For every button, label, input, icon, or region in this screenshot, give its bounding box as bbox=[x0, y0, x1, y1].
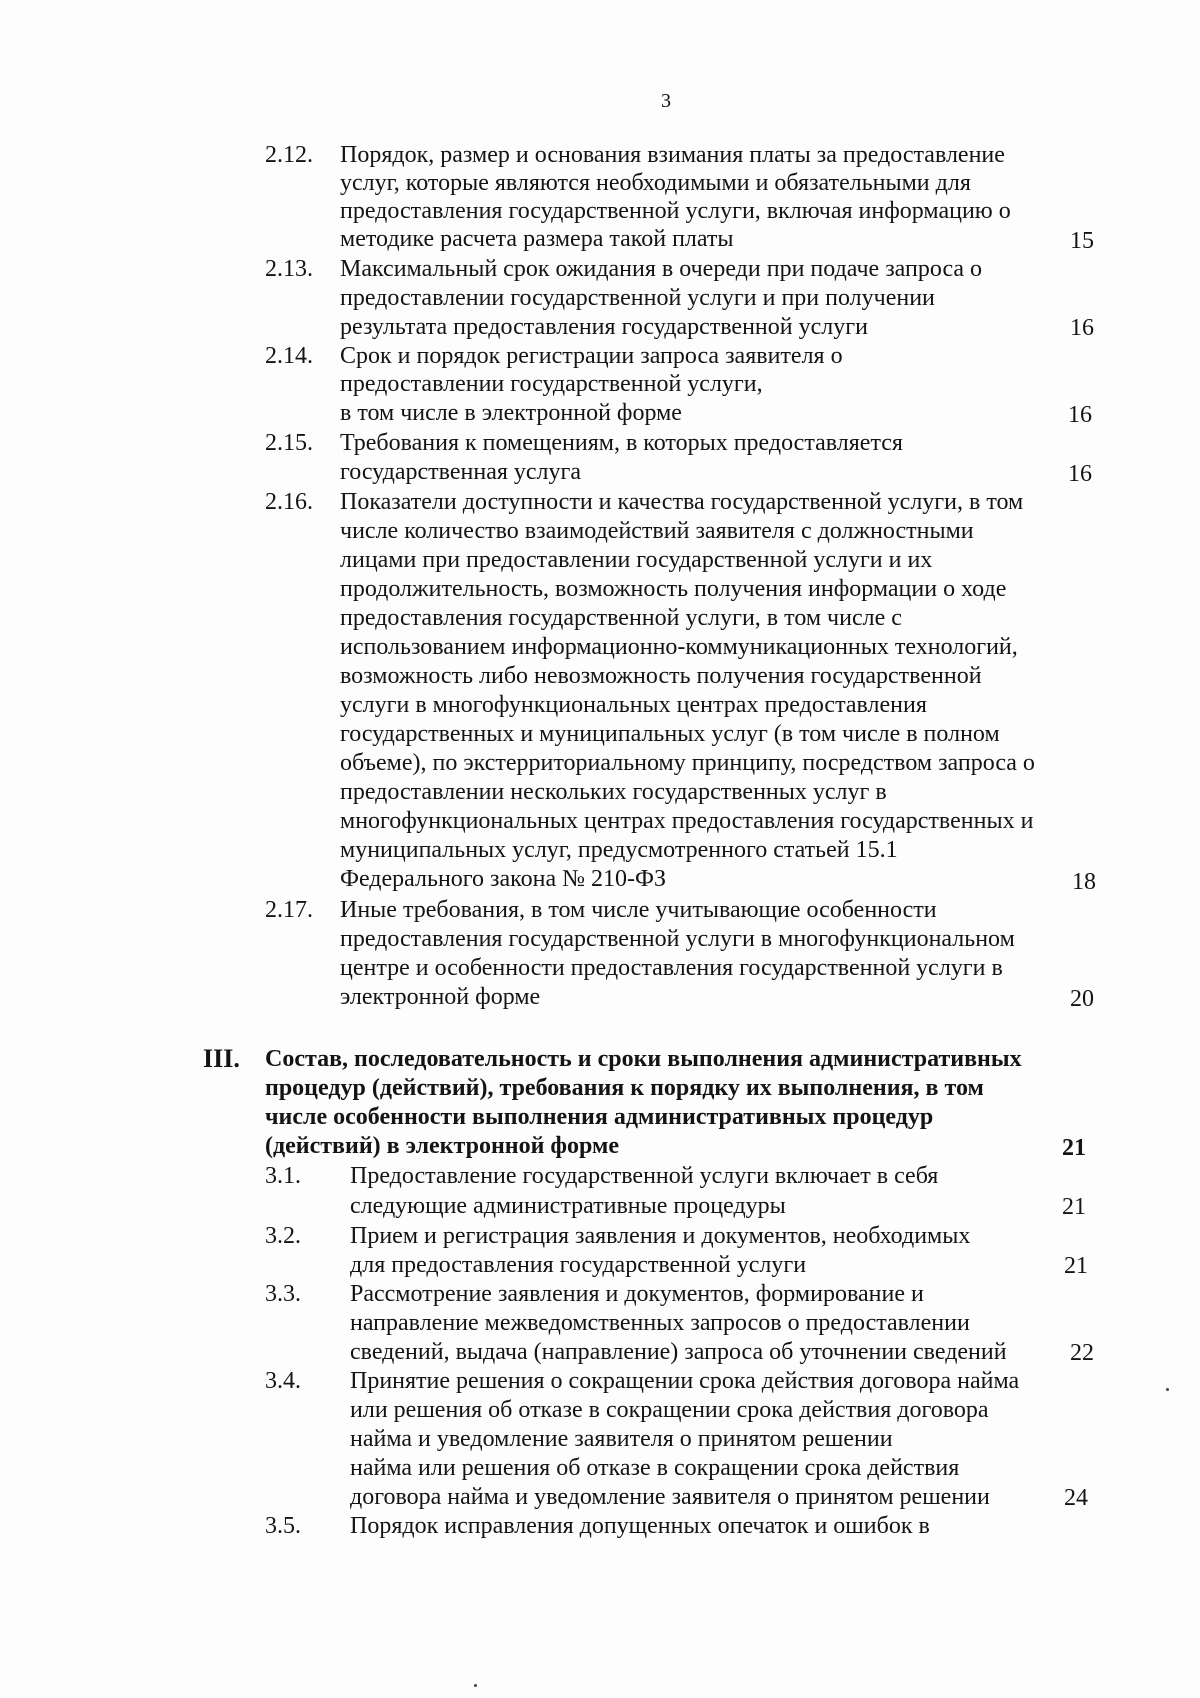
toc-item-text-line: Срок и порядок регистрации запроса заявителя о bbox=[340, 343, 843, 369]
section-title-line: процедур (действий), требования к порядку их выполнения, в том bbox=[265, 1075, 984, 1101]
toc-item-text-line: услуги в многофункциональных центрах предоставления bbox=[340, 692, 927, 718]
toc-item-text-line: в том числе в электронной форме bbox=[340, 400, 682, 426]
toc-subitem-text-line: договора найма и уведомление заявителя о принятом решении bbox=[350, 1484, 990, 1510]
toc-item-text-line: государственная услуга bbox=[340, 459, 582, 485]
toc-item-text-line: использованием информационно-коммуникационных технологий, bbox=[340, 634, 1018, 660]
toc-item-text-line: предоставлении государственной услуги, bbox=[340, 371, 763, 397]
toc-subitem-text-line: Прием и регистрация заявления и документов, необходимых bbox=[350, 1223, 971, 1249]
toc-item-text-line: Требования к помещениям, в которых предоставляется bbox=[340, 430, 903, 456]
section-title-line: числе особенности выполнения административных процедур bbox=[265, 1104, 934, 1130]
toc-item-number: 2.17. bbox=[265, 897, 313, 923]
toc-subitem-text-line: или решения об отказе в сокращении срока действия договора bbox=[350, 1397, 989, 1423]
toc-subitem-text-line: направление межведомственных запросов о предоставлении bbox=[350, 1310, 970, 1336]
toc-item-text-line: электронной форме bbox=[340, 984, 541, 1010]
toc-item-text-line: предоставлении государственной услуги и при получении bbox=[340, 285, 935, 311]
toc-subitem-text-line: следующие административные процедуры bbox=[350, 1193, 786, 1219]
scan-speck bbox=[474, 1684, 477, 1687]
toc-page-number: 18 bbox=[1072, 869, 1096, 895]
toc-item-text-line: продолжительность, возможность получения информации о ходе bbox=[340, 576, 1007, 602]
toc-item-text-line: услуг, которые являются необходимыми и обязательными для bbox=[340, 170, 971, 196]
toc-item-text-line: предоставления государственной услуги в многофункциональном bbox=[340, 926, 1015, 952]
toc-item-text-line: числе количество взаимодействий заявителя с должностными bbox=[340, 518, 974, 544]
toc-page-number: 21 bbox=[1062, 1194, 1086, 1220]
toc-subitem-text-line: Порядок исправления допущенных опечаток и ошибок в bbox=[350, 1513, 930, 1539]
toc-item-text-line: предоставления государственной услуги, в том числе с bbox=[340, 605, 902, 631]
toc-item-text-line: муниципальных услуг, предусмотренного статьей 15.1 bbox=[340, 837, 898, 863]
section-number: III. bbox=[203, 1044, 240, 1073]
toc-item-text-line: лицами при предоставлении государственной услуги и их bbox=[340, 547, 933, 573]
toc-page-number: 16 bbox=[1068, 402, 1092, 428]
toc-item-text-line: Порядок, размер и основания взимания платы за предоставление bbox=[340, 142, 1005, 168]
toc-page-number: 20 bbox=[1070, 986, 1094, 1012]
toc-item-text-line: Иные требования, в том числе учитывающие особенности bbox=[340, 897, 937, 923]
toc-item-number: 2.13. bbox=[265, 256, 313, 282]
section-title-line: (действий) в электронной форме bbox=[265, 1133, 620, 1159]
toc-item-text-line: государственных и муниципальных услуг (в том числе в полном bbox=[340, 721, 1000, 747]
toc-subitem-number: 3.3. bbox=[265, 1281, 301, 1307]
page-number: 3 bbox=[661, 90, 671, 112]
toc-page-number: 22 bbox=[1070, 1340, 1094, 1366]
toc-page-number: 15 bbox=[1070, 228, 1094, 254]
toc-subitem-text-line: Предоставление государственной услуги включает в себя bbox=[350, 1163, 939, 1189]
toc-subitem-text-line: Принятие решения о сокращении срока действия договора найма bbox=[350, 1368, 1020, 1394]
toc-page-number: 16 bbox=[1070, 315, 1094, 341]
toc-subitem-text-line: сведений, выдача (направление) запроса об уточнении сведений bbox=[350, 1339, 1007, 1365]
toc-item-number: 2.15. bbox=[265, 430, 313, 456]
toc-item-text-line: результата предоставления государственной услуги bbox=[340, 314, 868, 340]
toc-subitem-text-line: для предоставления государственной услуги bbox=[350, 1252, 807, 1278]
section-page-number: 21 bbox=[1062, 1135, 1086, 1161]
toc-page-number: 21 bbox=[1064, 1253, 1088, 1279]
scan-speck bbox=[1166, 1388, 1169, 1391]
toc-item-number: 2.12. bbox=[265, 142, 313, 168]
toc-subitem-text-line: найма и уведомление заявителя о принятом решении bbox=[350, 1426, 893, 1452]
toc-item-number: 2.14. bbox=[265, 343, 313, 369]
toc-item-text-line: объеме), по экстерриториальному принципу, посредством запроса о bbox=[340, 750, 1035, 776]
toc-item-text-line: предоставлении нескольких государственных услуг в bbox=[340, 779, 887, 805]
toc-item-text-line: центре и особенности предоставления государственной услуги в bbox=[340, 955, 1003, 981]
section-title-line: Состав, последовательность и сроки выполнения административных bbox=[265, 1046, 1022, 1072]
toc-item-text-line: Показатели доступности и качества государственной услуги, в том bbox=[340, 489, 1024, 515]
toc-page-number: 24 bbox=[1064, 1485, 1088, 1511]
toc-item-text-line: Федерального закона № 210-ФЗ bbox=[340, 866, 666, 892]
toc-subitem-number: 3.5. bbox=[265, 1513, 301, 1539]
toc-item-text-line: многофункциональных центрах предоставления государственных и bbox=[340, 808, 1034, 834]
toc-item-text-line: Максимальный срок ожидания в очереди при подаче запроса о bbox=[340, 256, 983, 282]
toc-item-text-line: методике расчета размера такой платы bbox=[340, 226, 734, 252]
toc-item-number: 2.16. bbox=[265, 489, 313, 515]
toc-subitem-number: 3.4. bbox=[265, 1368, 301, 1394]
toc-subitem-number: 3.1. bbox=[265, 1163, 301, 1189]
toc-subitem-text-line: найма или решения об отказе в сокращении срока действия bbox=[350, 1455, 960, 1481]
toc-item-text-line: предоставления государственной услуги, включая информацию о bbox=[340, 198, 1011, 224]
toc-subitem-number: 3.2. bbox=[265, 1223, 301, 1249]
toc-item-text-line: возможность либо невозможность получения государственной bbox=[340, 663, 982, 689]
toc-page-number: 16 bbox=[1068, 461, 1092, 487]
toc-subitem-text-line: Рассмотрение заявления и документов, формирование и bbox=[350, 1281, 924, 1307]
